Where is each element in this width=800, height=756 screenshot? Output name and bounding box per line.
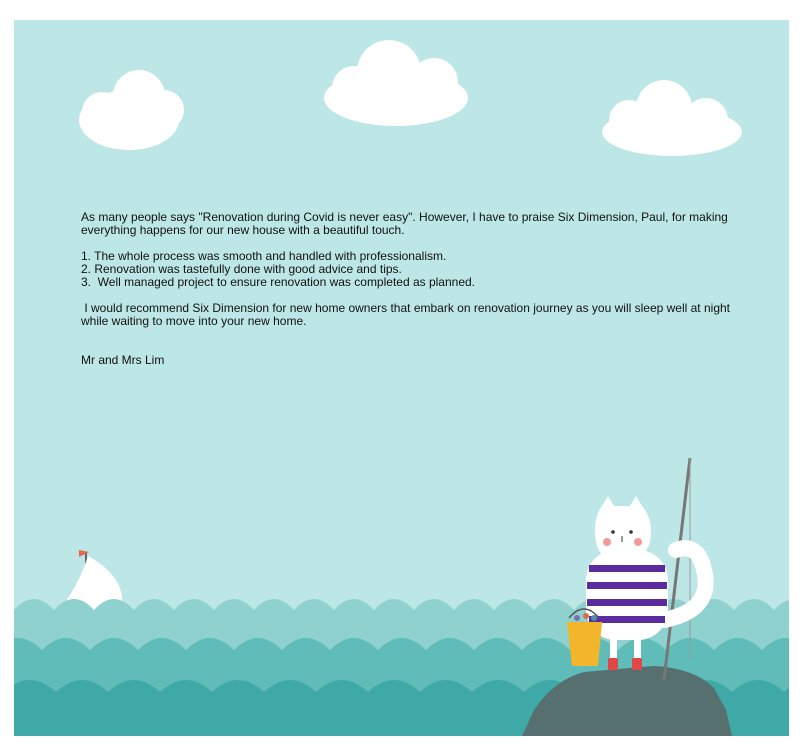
cloud-left [79, 70, 184, 150]
testimonial-point-3: 3. Well managed project to ensure renovation was completed as planned. [81, 275, 476, 289]
testimonial-point-2: 2. Renovation was tastefully done with good advice and tips. [81, 262, 402, 276]
testimonial-intro: As many people says "Renovation during Covid is never easy". However, I have to praise Six Dimension, Paul, for making everything happens for our new house with a beautiful touch. [81, 210, 732, 237]
testimonial-recommendation: I would recommend Six Dimension for new home owners that embark on renovation journey as you will sleep well at night while waiting to move into your new home. [81, 301, 734, 328]
ocean-scene-illustration [14, 20, 789, 736]
cloud-middle [324, 40, 468, 126]
testimonial-signature: Mr and Mrs Lim [81, 353, 165, 367]
testimonial-point-1: 1. The whole process was smooth and handled with professionalism. [81, 249, 447, 263]
testimonial-text [81, 210, 734, 367]
testimonial-card [14, 20, 789, 736]
cloud-right [602, 80, 742, 156]
